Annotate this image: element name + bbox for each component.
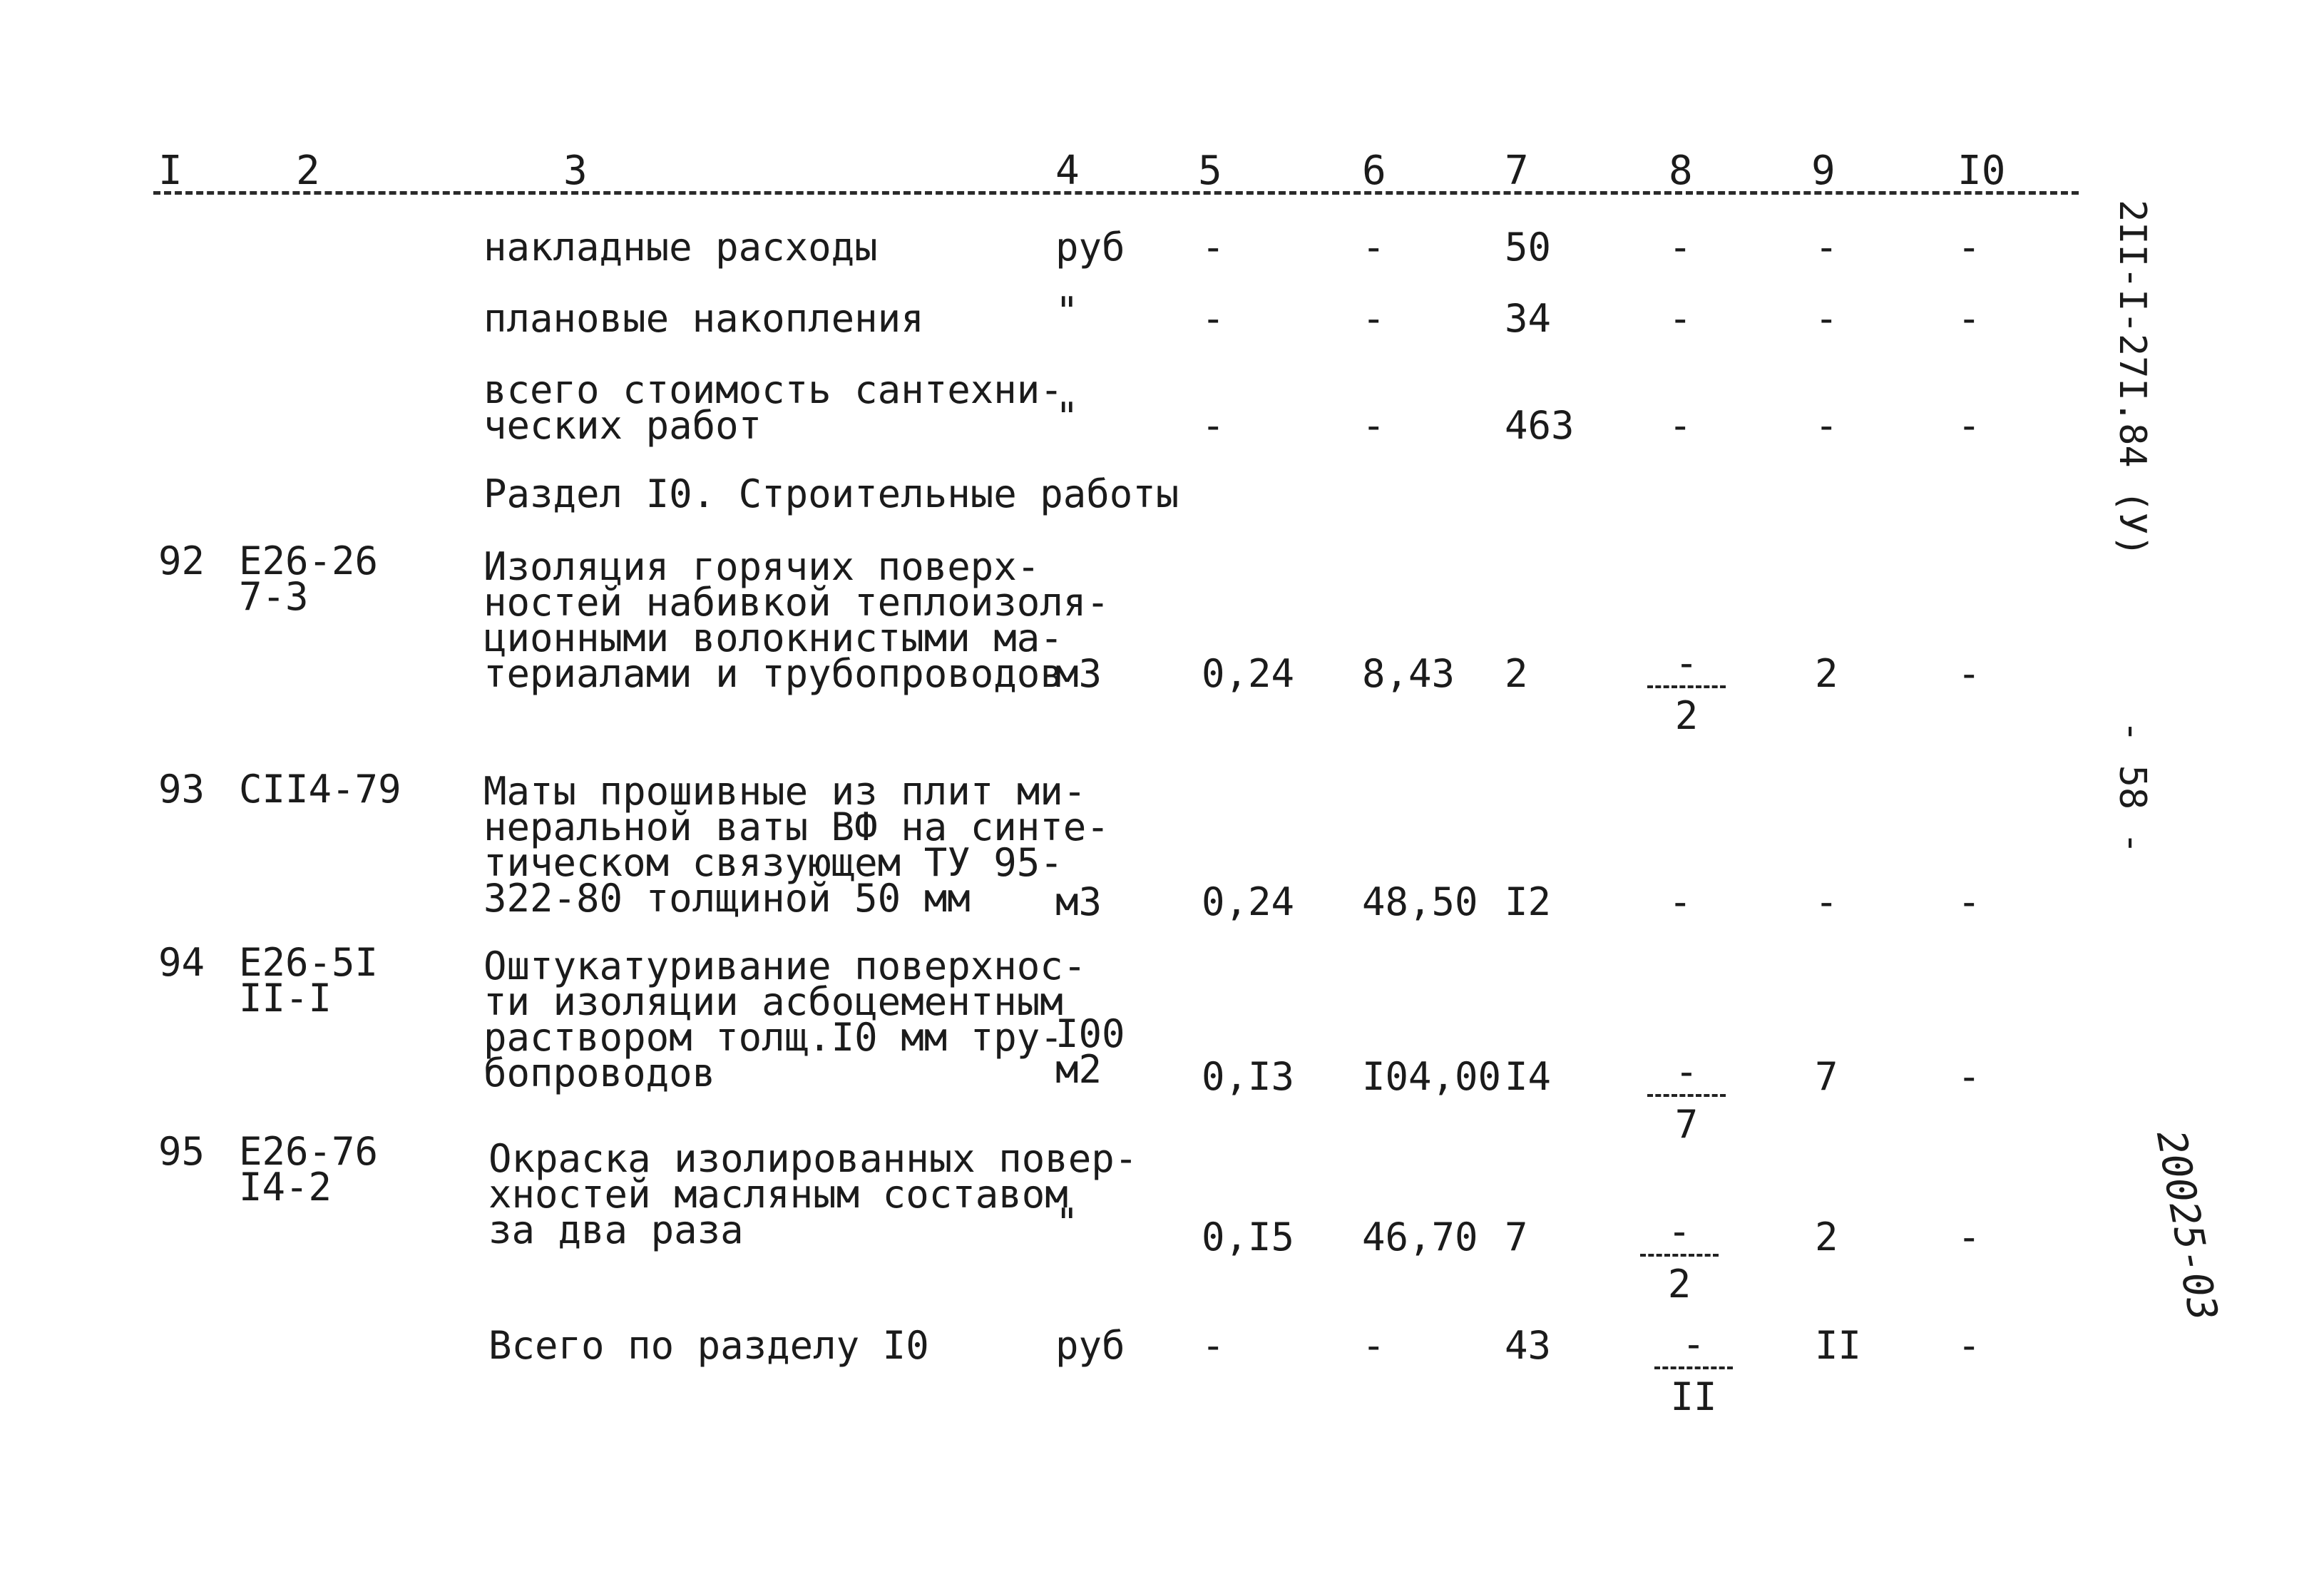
cell-col6: I04,00 <box>1362 1054 1502 1099</box>
cell-col5: 0,I3 <box>1202 1054 1295 1099</box>
row-code-line2: I4-2 <box>239 1165 332 1210</box>
row-description-line1: Изоляция горячих поверх- <box>483 544 1040 589</box>
cell-col6: 46,70 <box>1362 1215 1478 1259</box>
row-description-line4: териалами и трубопроводов <box>483 651 1063 696</box>
row-description-line2: ностей набивкой теплоизоля- <box>483 580 1110 625</box>
cell-col5: - <box>1202 225 1225 270</box>
fraction-numerator: - <box>1667 1209 1691 1254</box>
col-header-8: 8 <box>1669 148 1693 194</box>
col-header-10: I0 <box>1957 148 2006 194</box>
cell-col5: 0,24 <box>1202 651 1295 696</box>
row-number: 94 <box>158 940 205 985</box>
cell-col10: - <box>1957 1215 1981 1259</box>
row-description-line3: тическом связующем ТУ 95- <box>483 840 1063 885</box>
fraction-numerator: - <box>1674 1049 1699 1094</box>
fraction-denominator: 2 <box>1667 1262 1691 1307</box>
fraction-denominator: 2 <box>1674 693 1699 738</box>
col-header-4: 4 <box>1055 148 1080 194</box>
cell-col6: - <box>1362 403 1386 448</box>
cell-col9: - <box>1815 879 1838 924</box>
row-description-line2: хностей масляным составом <box>488 1172 1068 1217</box>
cell-col5: - <box>1202 296 1225 341</box>
fraction-bar <box>1647 685 1726 688</box>
cell-col8-fraction <box>1654 1322 1733 1419</box>
row-description-line1: Окраска изолированных повер- <box>488 1136 1138 1181</box>
fraction-numerator: - <box>1674 640 1699 685</box>
cell-col7: 34 <box>1505 296 1552 341</box>
cell-col10: - <box>1957 879 1981 924</box>
cell-col7: I2 <box>1505 879 1552 924</box>
row-code-line1: Е26-26 <box>239 538 379 583</box>
cell-col5: 0,24 <box>1202 879 1295 924</box>
cell-col8: - <box>1669 879 1692 924</box>
row-description-line4: бопроводов <box>483 1051 716 1095</box>
row-unit: руб <box>1055 225 1125 270</box>
fraction-bar <box>1654 1366 1733 1369</box>
row-description-line1: всего стоимость сантехни- <box>483 367 1063 412</box>
row-description: плановые накопления <box>483 296 924 341</box>
row-unit: руб <box>1055 1323 1125 1368</box>
fraction-bar <box>1640 1254 1719 1257</box>
row-description: Всего по разделу I0 <box>488 1323 929 1368</box>
col-header-3: 3 <box>563 148 588 194</box>
cell-col10: - <box>1957 1323 1981 1368</box>
cell-col7: 463 <box>1505 403 1575 448</box>
col-header-9: 9 <box>1811 148 1836 194</box>
cell-col9: II <box>1815 1323 1862 1368</box>
row-unit: " <box>1055 1200 1079 1245</box>
row-code-line1: СII4-79 <box>239 767 401 812</box>
cell-col7: 43 <box>1505 1323 1552 1368</box>
cell-col7: I4 <box>1505 1054 1552 1099</box>
cell-col10: - <box>1957 651 1981 696</box>
margin-page-number: - 58 - <box>2111 720 2154 854</box>
cell-col8-fraction <box>1640 1209 1719 1307</box>
cell-col10: - <box>1957 225 1981 270</box>
cell-col6: - <box>1362 296 1386 341</box>
col-header-2: 2 <box>296 148 320 194</box>
cell-col6: - <box>1362 1323 1386 1368</box>
cell-col10: - <box>1957 296 1981 341</box>
cell-col6: - <box>1362 225 1386 270</box>
row-number: 92 <box>158 538 205 583</box>
row-description-line2: ти изоляции асбоцементным <box>483 979 1063 1024</box>
col-header-1: I <box>158 148 183 194</box>
row-description-line1: Оштукатуривание поверхнос- <box>483 944 1087 988</box>
cell-col5: - <box>1202 1323 1225 1368</box>
row-description-line4: 322-80 толщиной 50 мм <box>483 876 971 921</box>
cell-col7: 50 <box>1505 225 1552 270</box>
fraction-bar <box>1647 1094 1726 1097</box>
cell-col8: - <box>1669 225 1692 270</box>
row-code-line2: 7-3 <box>239 574 309 619</box>
fraction-denominator: II <box>1670 1374 1717 1419</box>
row-description: накладные расходы <box>483 225 878 270</box>
cell-col9: 2 <box>1815 1215 1838 1259</box>
cell-col6: 8,43 <box>1362 651 1455 696</box>
cell-col9: 2 <box>1815 651 1838 696</box>
cell-col10: - <box>1957 403 1981 448</box>
fraction-denominator: 7 <box>1674 1102 1699 1147</box>
cell-col5: - <box>1202 403 1225 448</box>
row-description-line1: Маты прошивные из плит ми- <box>483 769 1087 814</box>
cell-col8-fraction <box>1647 1049 1726 1147</box>
row-number: 95 <box>158 1129 205 1174</box>
cell-col9: - <box>1815 225 1838 270</box>
row-description-line3: раствором толщ.I0 мм тру- <box>483 1015 1063 1060</box>
row-unit-line1: I00 <box>1055 1011 1125 1056</box>
row-description-line2: неральной ваты ВФ на синте- <box>483 804 1110 849</box>
cell-col9: - <box>1815 403 1838 448</box>
row-code-line2: II-I <box>239 976 332 1021</box>
margin-document-code: 2II-I-27I.84 (У) <box>2111 200 2154 557</box>
header-rule <box>153 191 2079 195</box>
cell-col9: - <box>1815 296 1838 341</box>
row-unit: м3 <box>1055 879 1102 924</box>
cell-col5: 0,I5 <box>1202 1215 1295 1259</box>
row-description-line3: ционными волокнистыми ма- <box>483 615 1063 660</box>
section-heading: Раздел I0. Строительные работы <box>483 471 1179 516</box>
cell-col9: 7 <box>1815 1054 1838 1099</box>
col-header-7: 7 <box>1505 148 1529 194</box>
row-code-line1: Е26-76 <box>239 1129 379 1174</box>
cell-col6: 48,50 <box>1362 879 1478 924</box>
cell-col8-fraction <box>1647 640 1726 738</box>
row-description-line3: за два раза <box>488 1207 744 1252</box>
cell-col7: 2 <box>1505 651 1528 696</box>
row-unit: м3 <box>1055 651 1102 696</box>
cell-col8: - <box>1669 296 1692 341</box>
cell-col7: 7 <box>1505 1215 1528 1259</box>
margin-handwritten-stamp: 20025-03 <box>2146 1127 2226 1324</box>
row-description-line2: ческих работ <box>483 403 762 448</box>
cell-col8: - <box>1669 403 1692 448</box>
row-number: 93 <box>158 767 205 812</box>
row-code-line1: Е26-5I <box>239 940 379 985</box>
row-unit: " <box>1055 289 1079 334</box>
fraction-numerator: - <box>1681 1322 1706 1366</box>
row-unit: " <box>1055 394 1079 439</box>
cell-col10: - <box>1957 1054 1981 1099</box>
col-header-5: 5 <box>1198 148 1222 194</box>
col-header-6: 6 <box>1362 148 1386 194</box>
row-unit-line2: м2 <box>1055 1047 1102 1092</box>
